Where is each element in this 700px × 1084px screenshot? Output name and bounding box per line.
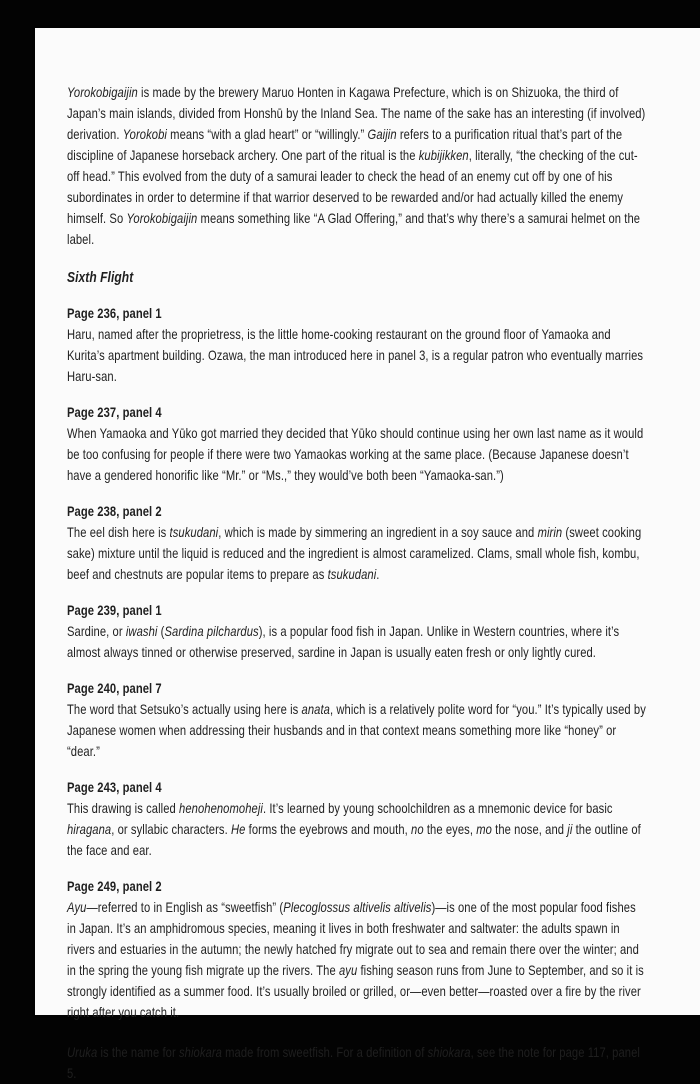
note-entry-page-243 [67, 777, 648, 861]
note-heading: Page 240, panel 7 [67, 680, 162, 696]
note-heading: Page 239, panel 1 [67, 602, 162, 618]
note-entry-page-237 [67, 402, 648, 486]
note-body: Sardine, or iwashi (Sardina pilchardus), is a popular food fish in Japan. Unlike in Western countries, where it’s almost always tinned or otherwise preserved, sardine in Japan is usually eaten fresh or only lightly cured. [67, 623, 620, 660]
intro-paragraph: Yorokobigaijin is made by the brewery Maruo Honten in Kagawa Prefecture, which is on Shizuoka, the third of Japan’s main islands, divided from Honshū by the Inland Sea. The name of the sake has an interesting (if involved) derivation. Yorokobi means “with a glad heart” or “willingly.” Gaijin refers to a purification ritual that’s part of the discipline of Japanese horseback archery. One part of the ritual is the kubijikken, literally, “the checking of the cut-off head.” This evolved from the duty of a samurai leader to check the head of an enemy cut off by one of his subordinates in order to determine if that warrior deserved to be rewarded and/or had actually killed the enemy himself. So Yorokobigaijin means something like “A Glad Offering,” and that’s why there’s a samurai helmet on the label. [67, 84, 646, 247]
book-page [35, 28, 700, 1081]
note-entry-page-240 [67, 678, 648, 762]
note-heading: Page 236, panel 1 [67, 305, 162, 321]
note-body: The word that Setsuko’s actually using here is anata, which is a relatively polite word for “you.” It’s typically used by Japanese women when addressing their husbands and in that context means something more like “honey” or “dear.” [67, 701, 646, 759]
note-entry-page-238 [67, 501, 648, 585]
section-heading-sixth-flight: Sixth Flight [67, 269, 134, 286]
note-body: This drawing is called henohenomoheji. It’s learned by young schoolchildren as a mnemonic device for basic hiragana, or syllabic characters. He forms the eyebrows and mouth, no the eyes, mo the nose, and ji the outline of the face and ear. [67, 800, 641, 858]
note-heading: Page 249, panel 2 [67, 878, 162, 894]
note-body: The eel dish here is tsukudani, which is made by simmering an ingredient in a soy sauce and mirin (sweet cooking sake) mixture until the liquid is reduced and the ingredient is almost caramelized. Clams, small whole fish, kombu, beef and chestnuts are popular items to prepare as tsukudani. [67, 524, 642, 582]
note-body: When Yamaoka and Yūko got married they decided that Yūko should continue using her own last name as it would be too confusing for people if there were two Yamaokas working at the same place. (Because Japanese doesn’t have a gendered honorific like “Mr.” or “Ms.,” they would’ve both been “Yamaoka-san.”) [67, 425, 644, 483]
note-entry-page-239 [67, 600, 648, 663]
note-heading: Page 237, panel 4 [67, 404, 162, 420]
footer-note-paragraph: Uruka is the name for shiokara made from sweetfish. For a definition of shiokara, see the note for page 117, panel 5. [67, 1044, 640, 1081]
note-body: Ayu—referred to in English as “sweetfish” (Plecoglossus altivelis altivelis)—is one of the most popular food fishes in Japan. It’s an amphidromous species, meaning it lives in both freshwater and saltwater: the adults spawn in rivers and estuaries in the autumn; the newly hatched fry migrate out to sea and remain there over the winter; and in the spring the young fish migrate up the rivers. The ayu fishing season runs from June to September, and so it is strongly identified as a summer food. It’s usually broiled or grilled, or—even better—roasted over a fire by the river right after you catch it. [67, 899, 644, 1020]
note-heading: Page 243, panel 4 [67, 779, 162, 795]
note-heading: Page 238, panel 2 [67, 503, 162, 519]
page-content [67, 82, 648, 1084]
note-entry-page-249 [67, 876, 648, 1023]
note-body: Haru, named after the proprietress, is the little home-cooking restaurant on the ground floor of Yamaoka and Kurita’s apartment building. Ozawa, the man introduced here in panel 3, is a regular patron who eventually marries Haru-san. [67, 326, 644, 384]
note-entry-page-236 [67, 303, 648, 387]
